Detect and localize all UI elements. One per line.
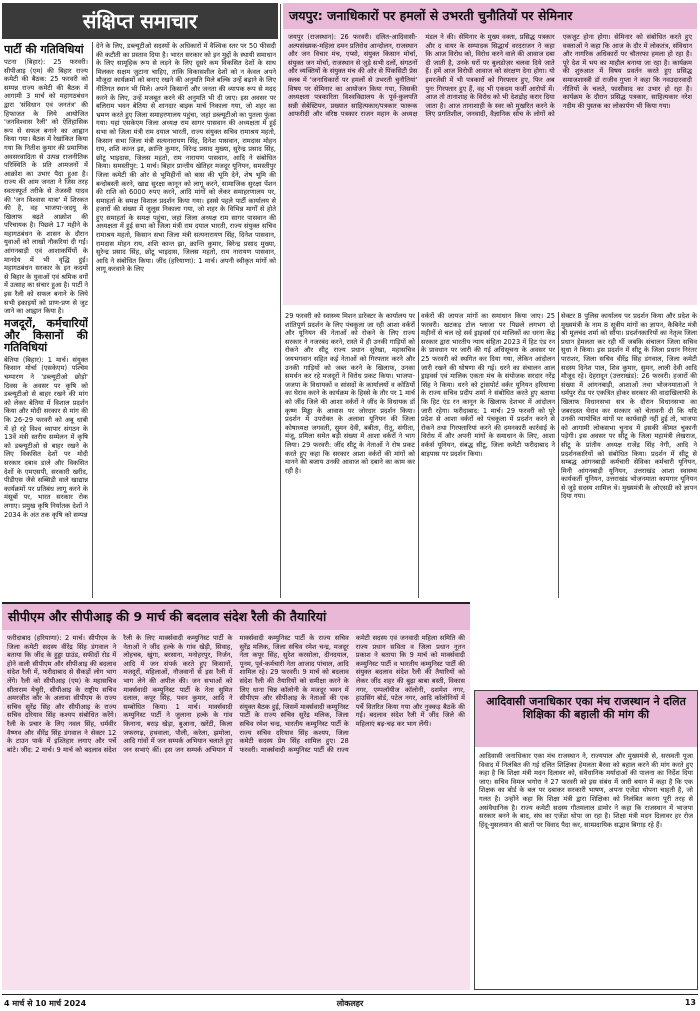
workers-activities-heading: मजदूरों, कर्मचारियों और किसानों की गतिविधियां xyxy=(4,316,88,354)
column-divider xyxy=(558,312,559,598)
middle-column-3 xyxy=(561,312,697,598)
cpim-rally-headline-bar xyxy=(2,604,470,630)
middle-column-2 xyxy=(421,312,555,598)
adivasi-headline-bar xyxy=(475,691,697,747)
transport-workers-article: वर्करों की जायज मांगों का समाधान किया जाए। 25 फरवरी। खटकड़ टोल प्लाजा पर पिछले लगभग दो महीनों से चल रहे सर्व ड्राइवर्स एवं मालिकों का धरना केंद्र सरकार द्वारा भारतीय न्याय संहिता 2023 में हिट एंड रन के प्रावधान पर जारी की गई अधिसूचना के अवसर पर 25 फरवरी को स्थगित कर दिया गया, लेकिन आंदोलन जारी रखने की घोषणा की गई। धरने का संचालन आल ड्राइवर्स एवं मालिक एकता मंच के संयोजक सरदार नरेंद्र सिंह ने किया। धरने को ट्रांसपोर्ट वर्कर यूनियन हरियाणा के राज्य सचिव प्रदीप शर्मा ने संबोधित करते हुए बताया कि हिट एंड रन कानून के खिलाफ देशभर में आंदोलन जारी रहेगा। फरीदाबाद: 1 मार्च। 29 फरवरी को पूरे प्रदेश से आशा वर्करों को पंचकूला में प्रदर्शन करने से रोकने तथा गिरफ्तारियां करने की दमनकारी कार्रवाई के विरोध में और अपनी मांगों के समाधान के लिए, आशा वर्कर्स यूनियन, संबद्ध सीटू, जिला कमेटी फरीदाबाद ने बाइपास पर प्रदर्शन किया। xyxy=(421,312,555,458)
adivasi-article xyxy=(479,752,693,986)
footer-page-text: 13 xyxy=(684,998,696,1007)
brief-news-column-2 xyxy=(96,42,276,598)
cpim-rally-text: फरीदाबाद (हरियाणा): 2 मार्च। सीपीएम के जिला कमेटी सदस्य वीरेंद्र सिंह डंगवाल ने बताया कि जींद के हुड्डा ग्राउंड, सफीदों रोड में होने वाली सीपीएम और सीपीआइ की बदलाव संदेश रैली में, फरीदाबाद से सैकड़ों लोग भाग लेंगे। रैली को सीपीआइ (एम) के महासचिव सीताराम येचुरी, सीपीआइ के राष्ट्रीय सचिव अमरजीत कौर के अलावा सीपीएम के राज्य सचिव सुरेंद्र सिंह और सीपीआइ के राज्य सचिव दरियाव सिंह कश्यप संबोधित करेंगे। रैली के प्रचार के लिए नवल सिंह, धर्मवीर वैष्णव और वीरेंद्र सिंह डंगवाल ने सेक्टर 12 के टाउन पार्क में इश्तिहार लगाए और पर्चे बांटे। जींद: 2 मार्च। 9 मार्च को बदलाव संदेश रैली के लिए मार्क्सवादी कम्युनिस्ट पार्टी के नेताओं ने जींद हल्के के गांव खेड़ी, सिवाह, लोहचब, खुंगा, बरसाना, मनोहरपुर, निर्जन, आदि में जन संपर्क करते हुए किसानों, मजदूरों, महिलाओं, नौजवानों से इस रैली में भाग लेने की अपील की। जन सभाओं को मार्क्सवादी कम्युनिस्ट पार्टी के नेता सुमित दलाल, कपूर सिंह, पवन कुमार, आदि ने सम्बोधित किया। 1 मार्च। मार्क्सवादी कम्युनिस्ट पार्टी ने जुलाना हल्के के गांव किनाना, बराड़ खेड़ा, बुआना, खरेंटी, किला जफरगढ़, हथवाला, पौली, करेला, झमोला, आदि गांवों में जन सम्पर्क अभियान चलाते हुए जन सभाएं कीं। इस जन सम्पर्क अभियान में मार्क्सवादी कम्युनिस्ट पार्टी के राज्य सचिव सुरेंद्र मलिक, जिला सचिव रमेश चन्द्र, मजदूर नेता कपूर सिंह, सुरेश करसोला, दीनदयाल, पूनम, पूर्व-कर्मचारी नेता आजाद पांचाल, आदि शामिल रहे। 29 फरवरी। 9 मार्च को बदलाव संदेश रैली की तैयारियों को समीक्षा करने के लिए धाना चिन्न कॉलोनी के मजदूर भवन में सीपीएम और सीपीआइ के नेताओं की एक संयुक्त बैठक हुई, जिसमें मार्क्सवादी कम्युनिस्ट पार्टी के राज्य सचिव सुरेंद्र मलिक, जिला सचिव रमेश चन्द्र, भारतीय कम्युनिस्ट पार्टी के राज्य सचिव दरियाव सिंह कश्यप, जिला कमेटी सदस्य प्रेम सिंह शामिल हुए। 28 फरवरी। मार्क्सवादी कम्युनिस्ट पार्टी की राज्य कमेटी सदस्य एवं जनवादी महिला समिति की राज्य प्रधान सविता व जिला प्रधान नूतन प्रकाश ने बताया कि 9 मार्च को मार्क्सवादी कम्युनिस्ट पार्टी व भारतीय कम्युनिस्ट पार्टी की संयुक्त बदलाव संदेश रैली की तैयारियों को लेकर जींद शहर की बुढ़ा बाबा बस्ती, विकास नगर, एम्पलॉयीज कॉलोनी, दशमेश नगर, हाउसिंग बोर्ड, पटेल नगर, आदि कॉलोनियों में पर्चे वितरित किया गया और नुक्कड़ बैठकें की गईं। बदलाव संदेश रैली में जींद जिले की महिलाएं बढ़-चढ़ कर भाग लेंगी। xyxy=(7,634,465,754)
jaipur-seminar-text: जयपुर (राजस्थान): 26 फरवरी। दलित-आदिवासी-अल्पसंख्यक-महिला दमन प्रतिरोध आन्दोलन, राजस्थान और जन विचार मंच, एप्सो, संयुक्त किसान मोर्चा, संयुक्त जन मोर्चा, राजस्थान से जुड़े सभी दलों, संगठनों और व्यक्तियों के संयुक्त मंच की ओर से पिंकसिटी प्रेस क्लब में 'जनाधिकारों पर हमलों से उभरती चुनौतियां' विषय पर सेमिनार का आयोजन किया गया, जिसकी अध्यक्षता पत्रकारिता विश्वविद्यालय के पूर्व-कुलपति सन्नी सेबेस्टियन, प्रख्यात साहित्यकार/पत्रकार फारूक आफरीदी और वरिष्ठ पत्रकार राजन महान के अध्यक्ष मंडल ने की। सेमिनार के मुख्य वक्ता, प्रसिद्ध पत्रकार और द वायर के सम्पादक सिद्धार्थ वरदराजन ने कहा कि आज विरोध को, विरोध करने वाले की आवाज दबा दी जाती है, उनके घरों पर बुलडोज़र चलवा दिये जाते हैं। हमें आज विरोधी आवाज को संरक्षण देना होगा। यो इमरजेंसी में भी पत्रकारों को गिरफ्तार हुए, फिर अब पुनः गिरफ्तार हुए हैं, वह भी एकदम फर्जी आरोपों में। आज तो तानाशाह के विरोध को भी देशद्रोह करार दिया जाता है। आज तानाशाही के स्वर को मुखरित करने के लिए प्रगतिशील, जनवादी, वैज्ञानिक सोच के लोगों को एकजुट होना होगा। सेमिनार को संबोधित करते हुए वक्ताओं ने कहा कि आज के दौर में लोकतंत्र, संविधान और नागरिक अधिकारों पर चौतरफा हमला हो रहा है। पूरे देश में भय का माहौल बनाया जा रहा है। कार्यक्रम की शुरुआत में विषय प्रवर्तन करते हुए प्रसिद्ध समाजशास्त्री डॉ राजीव गुप्ता ने कहा कि नवउदारवादी नीतियों के चलते, फासीवाद का उभार हो रहा है। कार्यक्रम के दौरान प्रसिद्ध पत्रकार, साहित्यकार नरेश नदीम की पुस्तक का लोकार्पण भी किया गया। xyxy=(288,33,692,119)
footer-page-number xyxy=(650,998,696,1010)
jaipur-seminar-article xyxy=(288,33,692,301)
jaipur-seminar-headline: जयपुर: जनाधिकारों पर हमलों से उभरती चुनौतियों पर सेमिनार xyxy=(289,8,573,23)
brief-news-banner xyxy=(2,3,278,39)
footer-paper-text: लोकलहर xyxy=(336,999,364,1008)
adivasi-headline: आदिवासी जनाधिकार एका मंच राजस्थान ने दलित शिक्षिका की बहाली की मांग की xyxy=(486,695,686,721)
bettiah-article: बेतिया (बिहार): 1 मार्च। संयुक्त किसान मोर्चा (एसकेएम) पश्चिम चम्पारण ने 'डब्ल्यूटीओ छोड़ो' दिवस के अवसर पर कृषि को डब्ल्यूटीओ से बाहर रखने की मांग को लेकर बेतिया में विशाल प्रदर्शन किया और मोदी सरकार से मांग की कि 26-29 फरवरी को अबू धाबी में हो रहे विश्व व्यापार संगठन के 13वें मंत्री स्तरीय सम्मेलन में कृषि को डब्ल्यूटीओ से बाहर रखने के लिए विकसित देशों पर मोदी सरकार दबाव डाले और विकसित देशों के एमएसपी, सरकारी खरीद, पीडीएस जैसे सब्सिडी वाले खाद्यान्न कार्यक्रमों पर प्रतिबंध लागू करने के मंसूबों पर, भारत सरकार रोक लगाए। प्रमुख कृषि निर्यातक देशों ने 2034 के अंत तक कृषि को सम्पन्न xyxy=(4,355,88,519)
footer-paper-name xyxy=(300,998,400,1010)
cpim-rally-headline: सीपीएम और सीपीआइ की 9 मार्च की बदलाव संदेश रैली की तैयारियां xyxy=(8,609,327,624)
column-2-article: देने के लिए, डब्ल्यूटीओ सदस्यों के अधिकारों में वैश्विक स्तर पर 50 फीसदी की कटौती का प्रस्ताव दिया है। भारत सरकार को इन मुद्दों के स्थायी समाधान के लिए सामूहिक रूप से लड़ने के लिए दूसरे कम विकसित देशों के साथ मिलकर सक्षम जुटाना चाहिए, ताकि विकासशील देशों को न केवल अपने मौजूदा कार्यक्रमों को बनाए रखने की अनुमति मिले बल्कि उन्हें बढ़ाने के लिए नीतिगत स्थान भी मिले। अपने किसानों और जनता की व्यापक रूप से मदद करने के लिए, उन्हें मजबूत करने की अनुमति भी दी जाए। इस अवसर पर बलिराम भवन बेतिया से शानदार बाइक मार्च निकाला गया, जो शहर का भ्रमण करते हुए जिला समाहरणालय पहुंचा, जहां डब्ल्यूटीओ का पुतला फूंका गया। यहां एसकेएम जिला अध्यक्ष राम सागर पासवान की अध्यक्षता में हुई सभा को जिला मंत्री राम दयाल भारती, राज्य संयुक्त सचिव रामाश्रय महतो, किसान सभा जिला मंत्री सत्यनारायण सिंह, दिनेश पासवान, रामदास मोहन राय, शशि कान्त झा, क्रान्ति कुमार, विरेन्द्र प्रसाद मुख्या, सुरेन्द्र प्रसाद सिंह, छोटू भाइदास, जिलस महतो, राम नारायण पासवान, आदि ने संबोधित किया। समस्तीपुर: 1 मार्च। बिहार प्रान्तीय खेतिहर मजदूर यूनियन, समस्तीपुर जिला कमेटी की ओर से भूमिहीनों को बास की भूमि देने, शेष भूमि की बन्दोबस्ती करने, खाद्य सुरक्षा कानून को लागू करने, सामाजिक सुरक्षा पेंशन की राशि को 6000 रुपए करने, आदि मांगों को लेकर समाहरणालय पर, समाहर्ता के समक्ष विशाल प्रदर्शन किया गया। इससे पहले पार्टी कार्यालय से हजारों की संख्या में जुलूस निकाला गया, जो शहर के विभिन्न मार्गों से होते हुए समाहर्ता के समक्ष पहुंचा, जहां जिला अध्यक्ष राम सागर पासवान की अध्यक्षता में हुई सभा को जिला मंत्री राम दयाल भारती, राज्य संयुक्त सचिव रामाश्रय महतो, किसान सभा जिला मंत्री सत्यनारायण सिंह, दिनेश पासवान, रामदास मोहन राय, शशि कान्त झा, क्रान्ति कुमार, बिरेन्द्र प्रसाद मुख्या, सुरेन्द्र प्रसाद सिंह, छोटू भाइदास, जिलस महतो, राम नारायण पासवान, आदि ने संबोधित किया। जींद (हरियाणा): 1 मार्च। अपनी स्वीकृत मांगों को लागू करवाने के लिए xyxy=(96,42,276,274)
footer-date-text: 4 मार्च से 10 मार्च 2024 xyxy=(4,999,87,1008)
patna-article: पटना (बिहार): 25 फरवरी। सीपीआइ (एम) की बिहार राज्य कमेटी की बैठक: 25 फरवरी को सम्पन्न राज्य कमेटी की बैठक में आगामी 3 मार्च को महागठबंधन द्वारा 'संविधान एवं जनतंत्र' की हिफाजत के लिये आयोजित 'जनविश्वास रैली' को ऐतिहासिक रूप से सफल बनाने का आह्वान किया गया। बैठक में रेखांकित किया गया कि नितीश कुमार की प्रमाणिक अवसरवादिता से उत्पन्न राजनीतिक परिस्थिति के प्रति आमजनों में आक्रोश का उभार पैदा हुआ है। राज्य की आम जनता ने जिस तरह स्वतःस्फूर्त तरीके से तेजस्वी यादव की 'जन विश्वास यात्रा' में शिरकत की है, वह भाजपा-जदयू के खिलाफ बढ़ते आक्रोश की परिचायक है। पिछले 17 महीने के महागठबंधन के शासन के दौरान युवाओं को लाखों नौकरियां दी गईं। आंगनबाड़ी एवं आशाकर्मियों के मानदेय में भी वृद्धि हुई। महागठबंधन सरकार के इन कदमों से बिहार के युवाओं एवं श्रमिक वर्गों में उत्साह का संचार हुआ है। पार्टी ने इस रैली को सफल बनाने के लिये सभी इकाइयों को प्राण-प्रण से जुट जाने का आह्वान किया है। xyxy=(4,58,88,316)
cpim-rally-article xyxy=(7,634,465,986)
footer-date xyxy=(4,998,204,1010)
asha-workers-article: 29 फरवरी को स्वास्थ्य मिशन डारेक्टर के कार्यालय पर शांतिपूर्ण प्रदर्शन के लिए पंचकूला जा रही आशा वर्करों और यूनियन की नेताओं को रोकने के लिए राज्य सरकार ने नजरबंद करने, रास्ते में ही उनकी गाड़ियों को रोकने और सीटू राज्य प्रधान सुरेखा, महासचिव जयभगवान सहित कई नेताओं को गिरफ्तार करने और उनकी गाड़ियों को जब्त करने के खिलाफ, उनका समर्थन कर रहे मजदूरों ने विरोध प्रकट किया। भाजपा-जजपा के विधायकों व सांसदों के कार्यालयों व कोठियों का घेराव करने के कार्यक्रम के हिस्से के तौर पर 1 मार्च को जींद जिले की आशा वर्करों ने जींद के विधायक डॉ कृष्ण मिड्ढा के आवास पर जोरदार प्रदर्शन किया। प्रदर्शन में उपरोक्त के अलावा यूनियन की जिला कोषाध्यक्ष जगवती, सुमन देवी, बबीता, रीतू, संगीता, मंजू, प्रमिला समेत बड़ी संख्या में आशा वर्करों ने भाग लिया। 29 फरवरी: जींद सीटू के नेताओं ने रोष प्रकट करते हुए कहा कि सरकार आशा वर्करों की मांगों को मानने की बजाय उनकी आवाज को दबाने का काम कर रही है। xyxy=(285,312,415,475)
adivasi-text: आदिवासी जनाधिकार एका मंच राजस्थान ने, राज्यपाल और मुख्यमंत्री से, सरस्वती पूजा विवाद में निलंबित की गई दलित शिक्षिका हेमलता बैरवा को बहाल करने की मांग करते हुए कहा है कि शिक्षा मंत्री मदन दिलावर को, संवैधानिक मर्यादाओं की पालना का निर्देश दिया जाए। सचिव विमल भगोरा ने 27 फरवरी को इस संबंध में जारी बयान में कहा है कि एक शिक्षक का बोर्ड के बल पर दबाकर सरकारी भाषण, अपना एजेंडा थोपना चाहती है, जो गलत है। उन्होंने कहा कि शिक्षा मंत्री द्वारा शिक्षिका को निलंबित करना पूरी तरह से असंवैधानिक है। राज्य कमेटी सदस्य गौतमलाल डामोर ने कहा कि राजस्थान में भाजपा सरकार बनने के बाद, संघ का एजेंडा थोपा जा रहा है। शिक्षा मंत्री मदन दिलावर हर रोज हिंदू-मुसलमान की बातों पर विवाद पैदा कर, साम्प्रदायिक सद्भाव बिगाड़ रहे हैं। xyxy=(479,752,693,829)
footer-rule xyxy=(2,994,698,995)
column-divider xyxy=(418,312,419,598)
brief-news-title: संक्षिप्त समाचार xyxy=(82,9,198,33)
dehradun-article: सेक्टर 8 पुलिस कार्यालय पर प्रदर्शन किया और प्रदेश के मुख्यमंत्री के नाम 8 सूत्रीय मांगों का ज्ञापन, कैबिनेट मंत्री श्री मूलचंद शर्मा को सौंपा। प्रदर्शनकारियों का नेतृत्व जिला प्रधान हेमलता कर रही थीं जबकि संचालन जिला सचिव सुधा ने किया। इस प्रदर्शन में सीटू के जिला प्रधान निरंतर पाराशर, जिला सचिव वीरेंद्र सिंह डंगवाल, जिला कमेटी सदस्य दिनेश पाल, शिव कुमार, सुमन, लाली देवी आदि मौजूद रहे। देहरादून (उत्तराखंड): 26 फरवरी। हजारों की संख्या में आंगनबाड़ी, आशाओं तथा भोजनमाताओं ने धर्मपुर रोड पर एकत्रित होकर सरकार की वादाखिलाफी के खिलाफ विधानसभा सत्र के दौरान विधानसभा का जबरदस्त घेराव कर सरकार को चेतावनी दी कि यदि उनकी न्यायोचित मांगों पर कार्यवाही नहीं हुई तो, भाजपा को आगामी लोकसभा चुनाव में इसकी कीमत चुकानी पड़ेगी। इस अवसर पर सीटू के जिला महामंत्री लेखराज, सीटू के प्रांतीय अध्यक्ष राजेंद्र सिंह नेगी, आदि ने प्रदर्शनकारियों को संबोधित किया। प्रदर्शन में सीटू से सम्बद्ध आंगनबाड़ी कर्मचारी सेविका कर्मचारी यूनियन, मिनी आंगनबाड़ी यूनियन, उत्तराखंड आशा स्वास्थ्य कार्यकर्ती यूनियन, उत्तराखंड भोजनमाता कामगार यूनियन से जुड़े सदस्य शामिल थे। मुख्यमंत्री के ओएसडी को ज्ञापन दिया गया। xyxy=(561,312,697,501)
column-divider xyxy=(280,4,281,598)
column-divider xyxy=(92,42,93,598)
jaipur-seminar-headline-bar xyxy=(283,3,697,29)
party-activities-heading: पार्टी की गतिविधियां xyxy=(4,43,84,56)
brief-news-column-1 xyxy=(4,42,88,602)
middle-column-1 xyxy=(285,312,415,598)
